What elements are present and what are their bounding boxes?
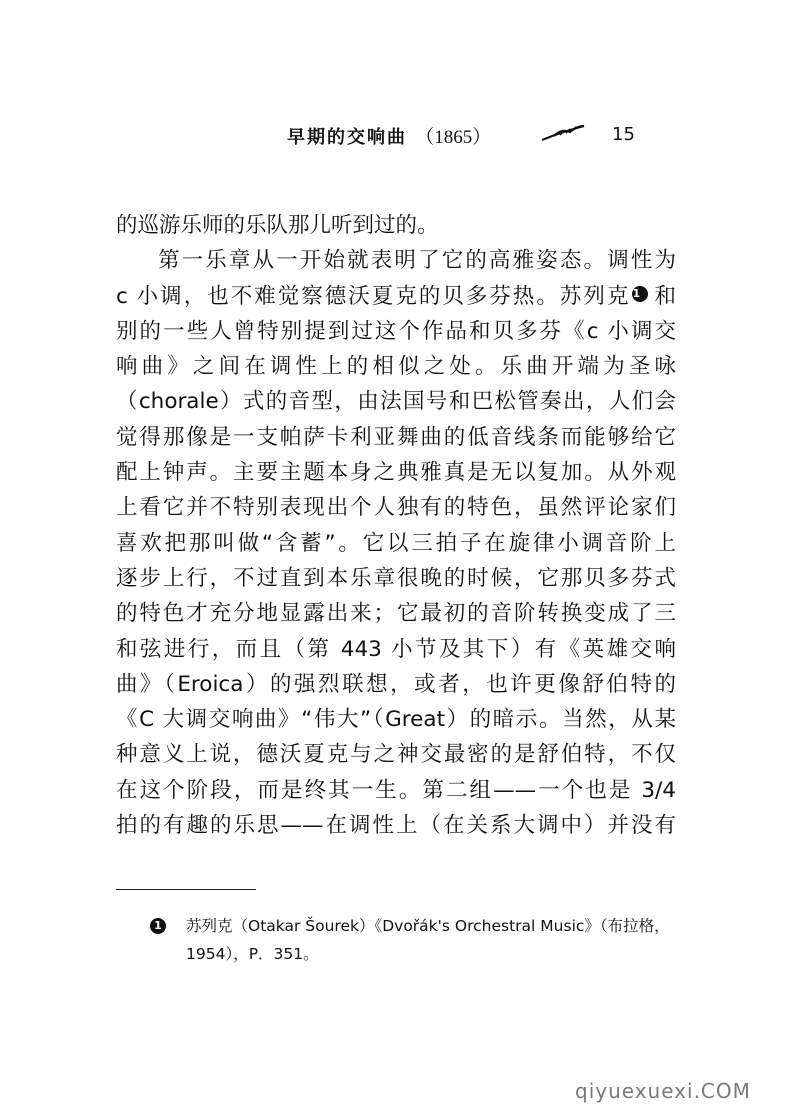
- text-line: 第一乐章从一开始就表明了它的高雅姿态。调性为: [158, 248, 676, 274]
- text-line: 别的一些人曾特别提到过这个作品和贝多芬《c 小调交: [116, 318, 676, 344]
- text-line: 《C 大调交响曲》“伟大”（Great）的暗示。当然，从某: [116, 707, 676, 733]
- footnote-text: [152, 912, 672, 968]
- footnote: [152, 912, 672, 968]
- running-header: [0, 122, 794, 152]
- text-line: 逐步上行，不过直到本乐章很晚的时候，它那贝多芬式: [116, 565, 676, 591]
- body-text: [116, 208, 676, 843]
- flourish-ornament-icon: [540, 122, 586, 144]
- footnote-reference[interactable]: 1: [632, 286, 648, 302]
- running-year: （1865）: [415, 127, 492, 148]
- text-line: 响曲》之间在调性上的相似之处。乐曲开端为圣咏: [116, 354, 676, 380]
- text-line: 种意义上说，德沃夏克与之神交最密的是舒伯特，不仅: [116, 742, 676, 768]
- text-segment: c 小调，也不难觉察德沃夏克的贝多芬热。苏列克: [116, 283, 631, 309]
- text-line: 配上钟声。主要主题本身之典雅真是无以复加。从外观: [116, 460, 676, 486]
- footnote-divider: [116, 889, 256, 890]
- watermark: qiyuexuexi.COM: [575, 1079, 751, 1103]
- text-line: 的特色才充分地显露出来；它最初的音阶转换变成了三: [116, 601, 676, 627]
- text-line: 喜欢把那叫做“含蓄”。它以三拍子在旋律小调音阶上: [116, 530, 676, 556]
- text-line: [116, 279, 676, 314]
- page-number: 15: [612, 124, 635, 145]
- text-segment: 和: [652, 283, 676, 309]
- footnote-line: 1954），P．351。: [186, 945, 319, 963]
- text-line: 觉得那像是一支帕萨卡利亚舞曲的低音线条而能够给它: [116, 424, 676, 450]
- running-title: [287, 122, 491, 149]
- text-line: 拍的有趣的乐思——在调性上（在关系大调中）并没有: [116, 813, 676, 839]
- text-line: 的巡游乐师的乐队那儿听到过的。: [116, 213, 439, 238]
- text-line: 和弦进行，而且（第 443 小节及其下）有《英雄交响: [116, 636, 676, 662]
- text-line: 在这个阶段，而是终其一生。第二组——一个也是 3/4: [116, 777, 676, 803]
- text-line: 上看它并不特别表现出个人独有的特色，虽然评论家们: [116, 495, 676, 521]
- footnote-line: 苏列克（Otakar Šourek）《Dvořák's Orchestral Music》（布拉格，: [186, 917, 670, 935]
- text-line: （chorale）式的音型，由法国号和巴松管奏出，人们会: [116, 389, 676, 415]
- running-title-text: 早期的交响曲: [287, 127, 407, 148]
- footnote-marker: 1: [150, 918, 166, 934]
- text-line: 曲》（Eroica）的强烈联想，或者，也许更像舒伯特的: [116, 671, 676, 697]
